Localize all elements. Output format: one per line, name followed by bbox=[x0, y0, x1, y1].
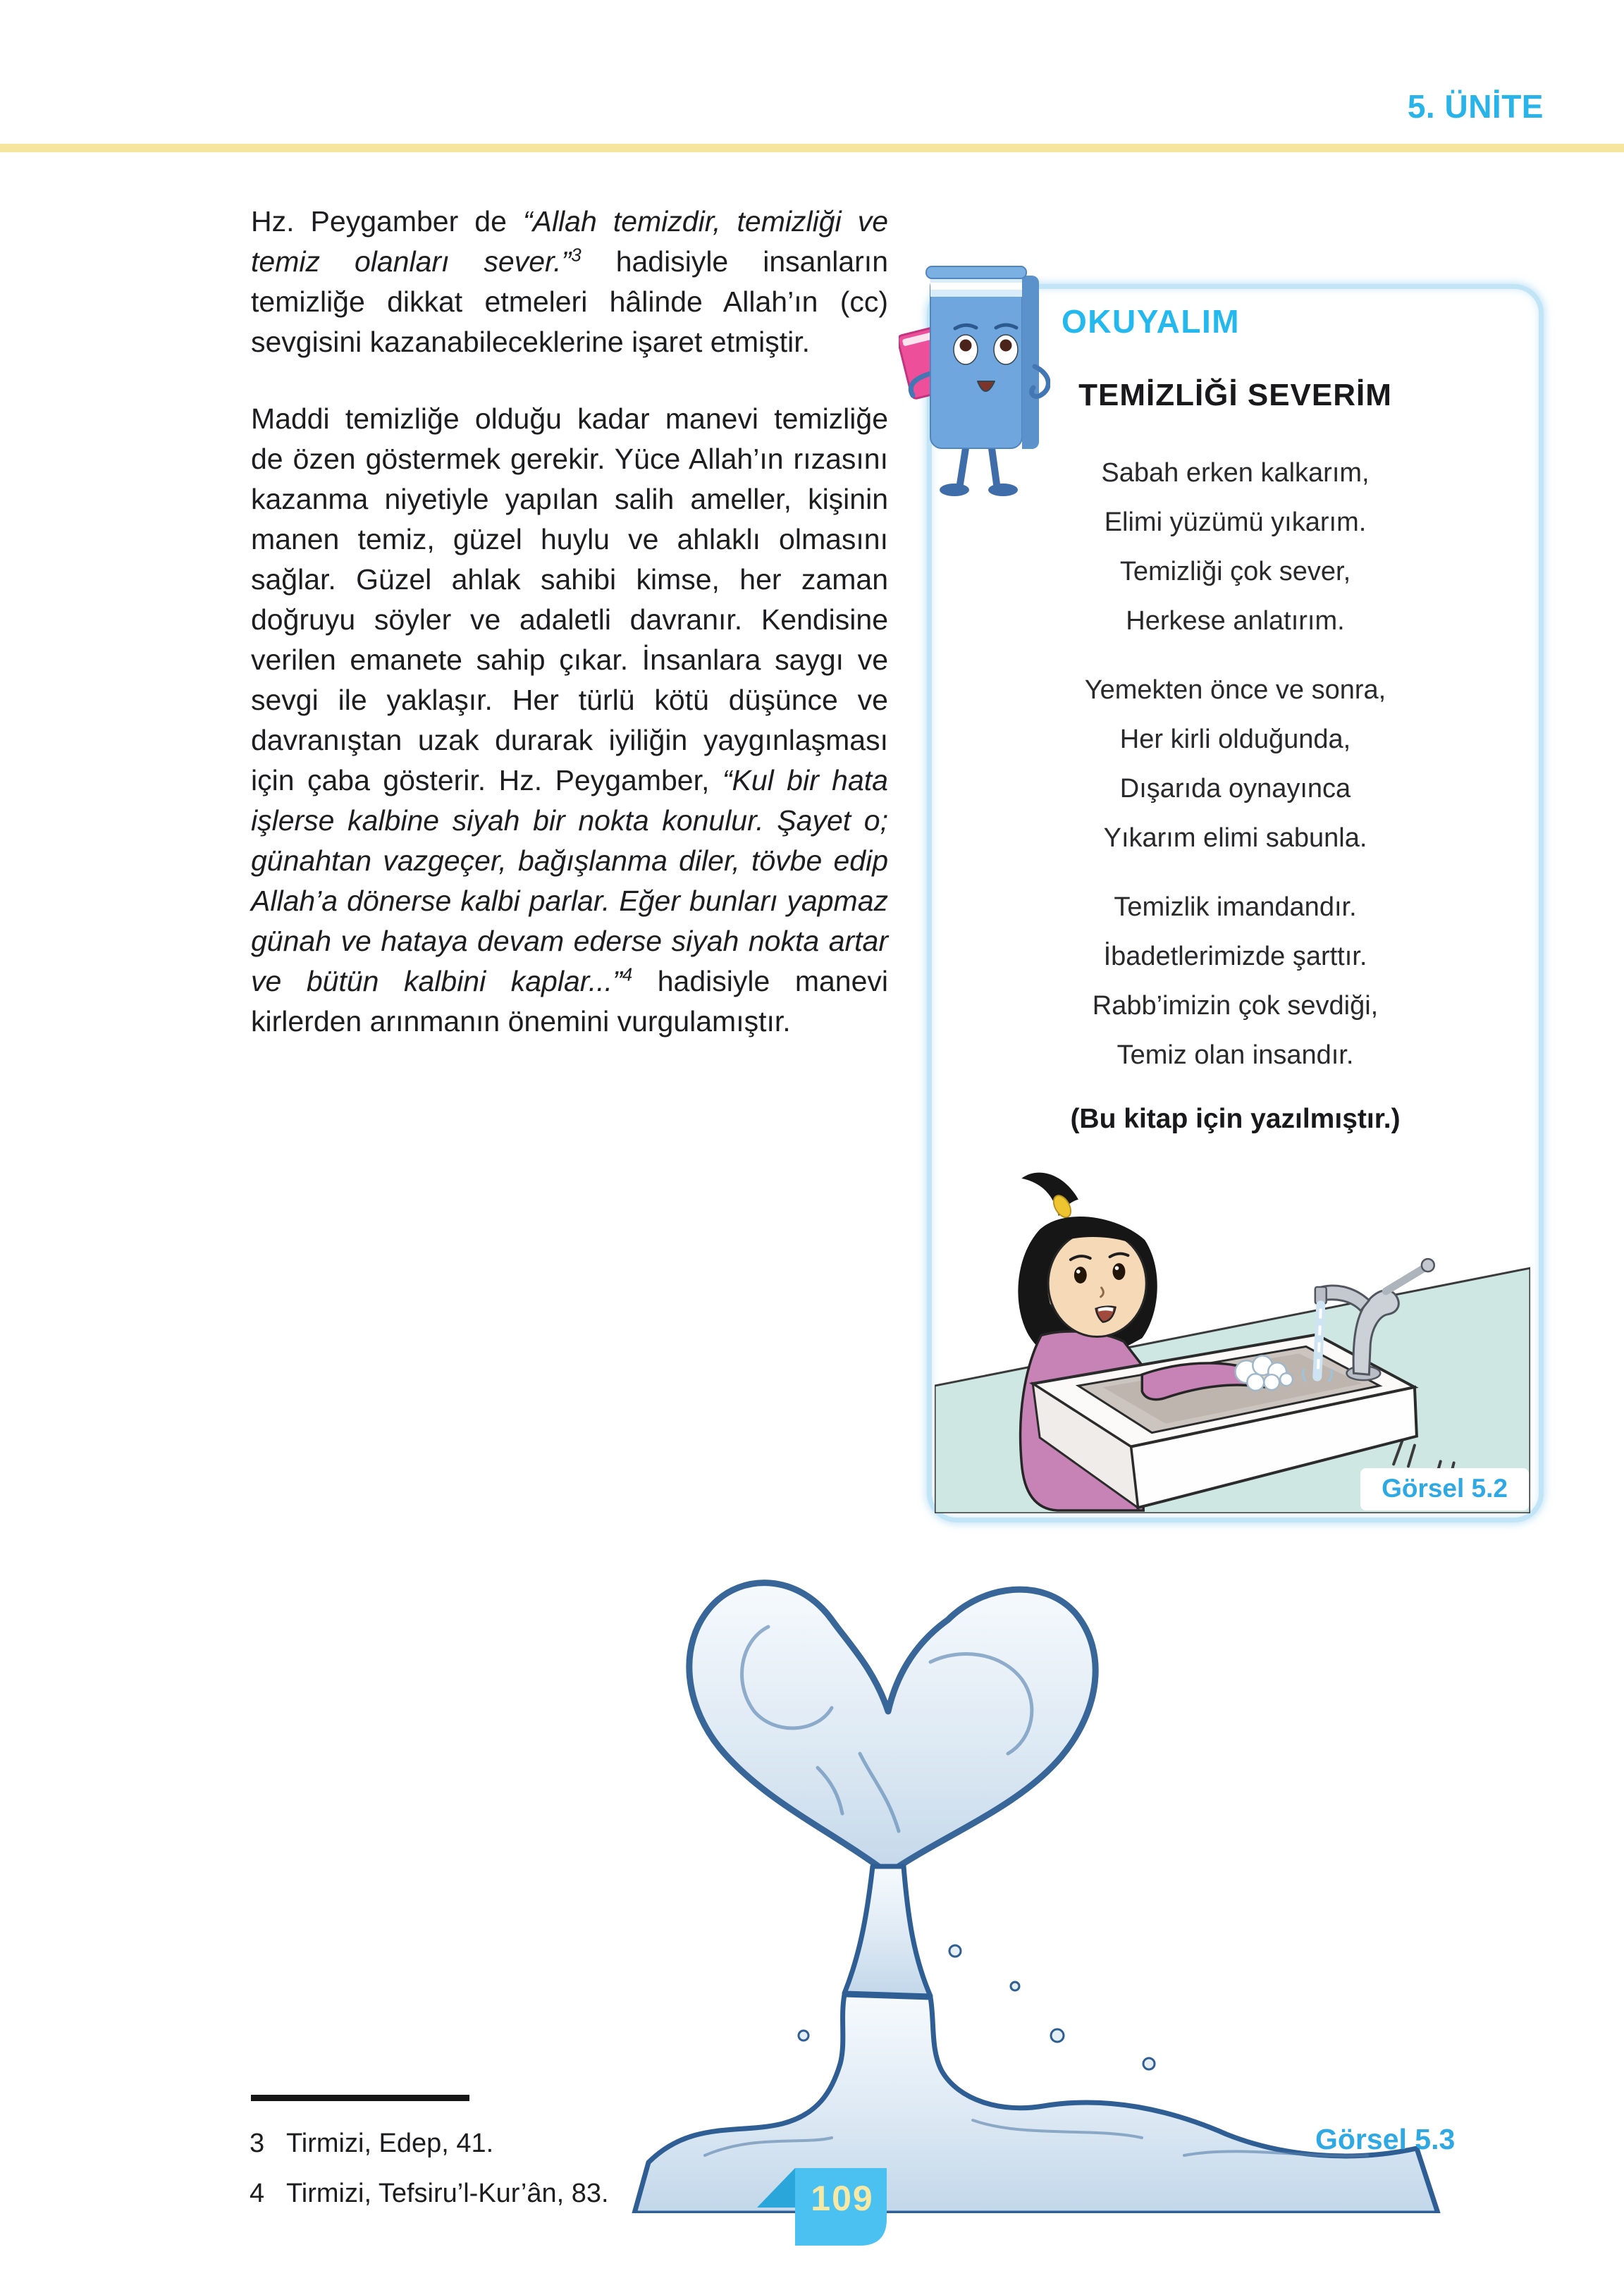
poem-line: Elimi yüzümü yıkarım. bbox=[1104, 507, 1367, 537]
p2-rest: hadisiyle manevi kirlerden arınmanın önemini vurgulamıştır. bbox=[251, 965, 888, 1038]
footnote-text: Tirmizi, Edep, 41. bbox=[286, 2129, 494, 2158]
p2-hadith-quote: “Kul bir hata işlerse kalbine siyah bir nokta konulur. Şayet o; günahtan vazgeçer, bağışlanma diler, tövbe edip Allah’a dönerse kalbi parlar. Eğer bunları yapmaz günah ve hataya devam ederse siyah nokta artar ve bütün kalbini kaplar...” bbox=[251, 764, 888, 997]
paragraph-2 bbox=[251, 399, 888, 1042]
footnote bbox=[250, 2169, 609, 2219]
footnote-number: 4 bbox=[250, 2179, 265, 2208]
poem-title: TEMİZLİĞİ SEVERİM bbox=[1078, 378, 1392, 412]
poem-line: Dışarıda oynayınca bbox=[1119, 774, 1351, 804]
mascot-body bbox=[911, 266, 1048, 449]
poem-line: Temizlik imandandır. bbox=[1114, 892, 1357, 922]
poem-line: Sabah erken kalkarım, bbox=[1101, 458, 1370, 488]
page-number: 109 bbox=[811, 2179, 874, 2218]
poem-line: İbadetlerimizde şarttır. bbox=[1103, 942, 1367, 971]
poem-stanza bbox=[932, 674, 1539, 854]
footnote-ref-3: 3 bbox=[571, 244, 582, 266]
header-rule bbox=[0, 144, 1624, 152]
poem-line: Temizliği çok sever, bbox=[1119, 557, 1351, 586]
poem-line: Yemekten önce ve sonra, bbox=[1084, 675, 1386, 705]
poem-line: Her kirli olduğunda, bbox=[1119, 725, 1351, 754]
badge-fold bbox=[757, 2168, 795, 2208]
water-heart-image bbox=[437, 1500, 1537, 2213]
poem-line: Rabb’imizin çok sevdiği, bbox=[1092, 991, 1379, 1021]
poem-line: Yıkarım elimi sabunla. bbox=[1103, 823, 1367, 853]
poem-line: Herkese anlatırım. bbox=[1126, 606, 1345, 636]
okuyalim-label: OKUYALIM bbox=[1062, 303, 1241, 340]
footnote bbox=[250, 2119, 609, 2169]
footnote-rule bbox=[251, 2095, 469, 2101]
girl-washing-hands-illustration bbox=[935, 1163, 1530, 1513]
body-text-column bbox=[251, 202, 888, 1078]
footnote-ref-4: 4 bbox=[622, 964, 633, 985]
poem-stanza bbox=[932, 891, 1539, 1071]
unit-header: 5. ÜNİTE bbox=[1407, 88, 1544, 125]
p1-hadith-quote: “Allah temizdir, temizliği ve temiz olanları sever.” bbox=[251, 205, 888, 278]
poem-attribution: (Bu kitap için yazılmıştır.) bbox=[1070, 1104, 1401, 1134]
figure-5-3-caption: Görsel 5.3 bbox=[1315, 2123, 1456, 2155]
p1-lead: Hz. Peygamber de bbox=[251, 205, 523, 238]
book-mascot-illustration bbox=[899, 243, 1050, 510]
poem bbox=[932, 457, 1539, 1071]
water-heart bbox=[689, 1583, 1095, 1996]
mascot-legs bbox=[940, 448, 1018, 496]
footnote-text: Tirmizi, Tefsiru’l-Kur’ân, 83. bbox=[286, 2179, 609, 2208]
p2-lead: Maddi temizliğe olduğu kadar manevi temizliğe de özen göstermek gerekir. Yüce Allah’ın rızasını kazanma niyetiyle yapılan salih ameller, kişinin manen temiz, güzel huylu ve ahlaklı olmasını sağlar. Güzel ahlak sahibi kimse, her zaman doğruyu söyler ve adaletli davranır. Kendisine verilen emanete sahip çıkar. İnsanlara saygı ve sevgi ile yaklaşır. Her türlü kötü düşünce ve davranıştan uzak durarak iyiliğin yaygınlaşması için çaba gösterir. Hz. Peygamber, bbox=[251, 402, 888, 796]
p1-rest: hadisiyle insanların temizliğe dikkat etmeleri hâlinde Allah’ın (cc) sevgisini kazanabileceklerine işaret etmiştir. bbox=[251, 245, 888, 358]
footnote-number: 3 bbox=[250, 2129, 265, 2158]
paragraph-1 bbox=[251, 202, 888, 362]
figure-5-2-caption: Görsel 5.2 bbox=[1360, 1468, 1529, 1510]
footnotes bbox=[250, 2119, 609, 2219]
poem-line: Temiz olan insandır. bbox=[1116, 1040, 1354, 1070]
